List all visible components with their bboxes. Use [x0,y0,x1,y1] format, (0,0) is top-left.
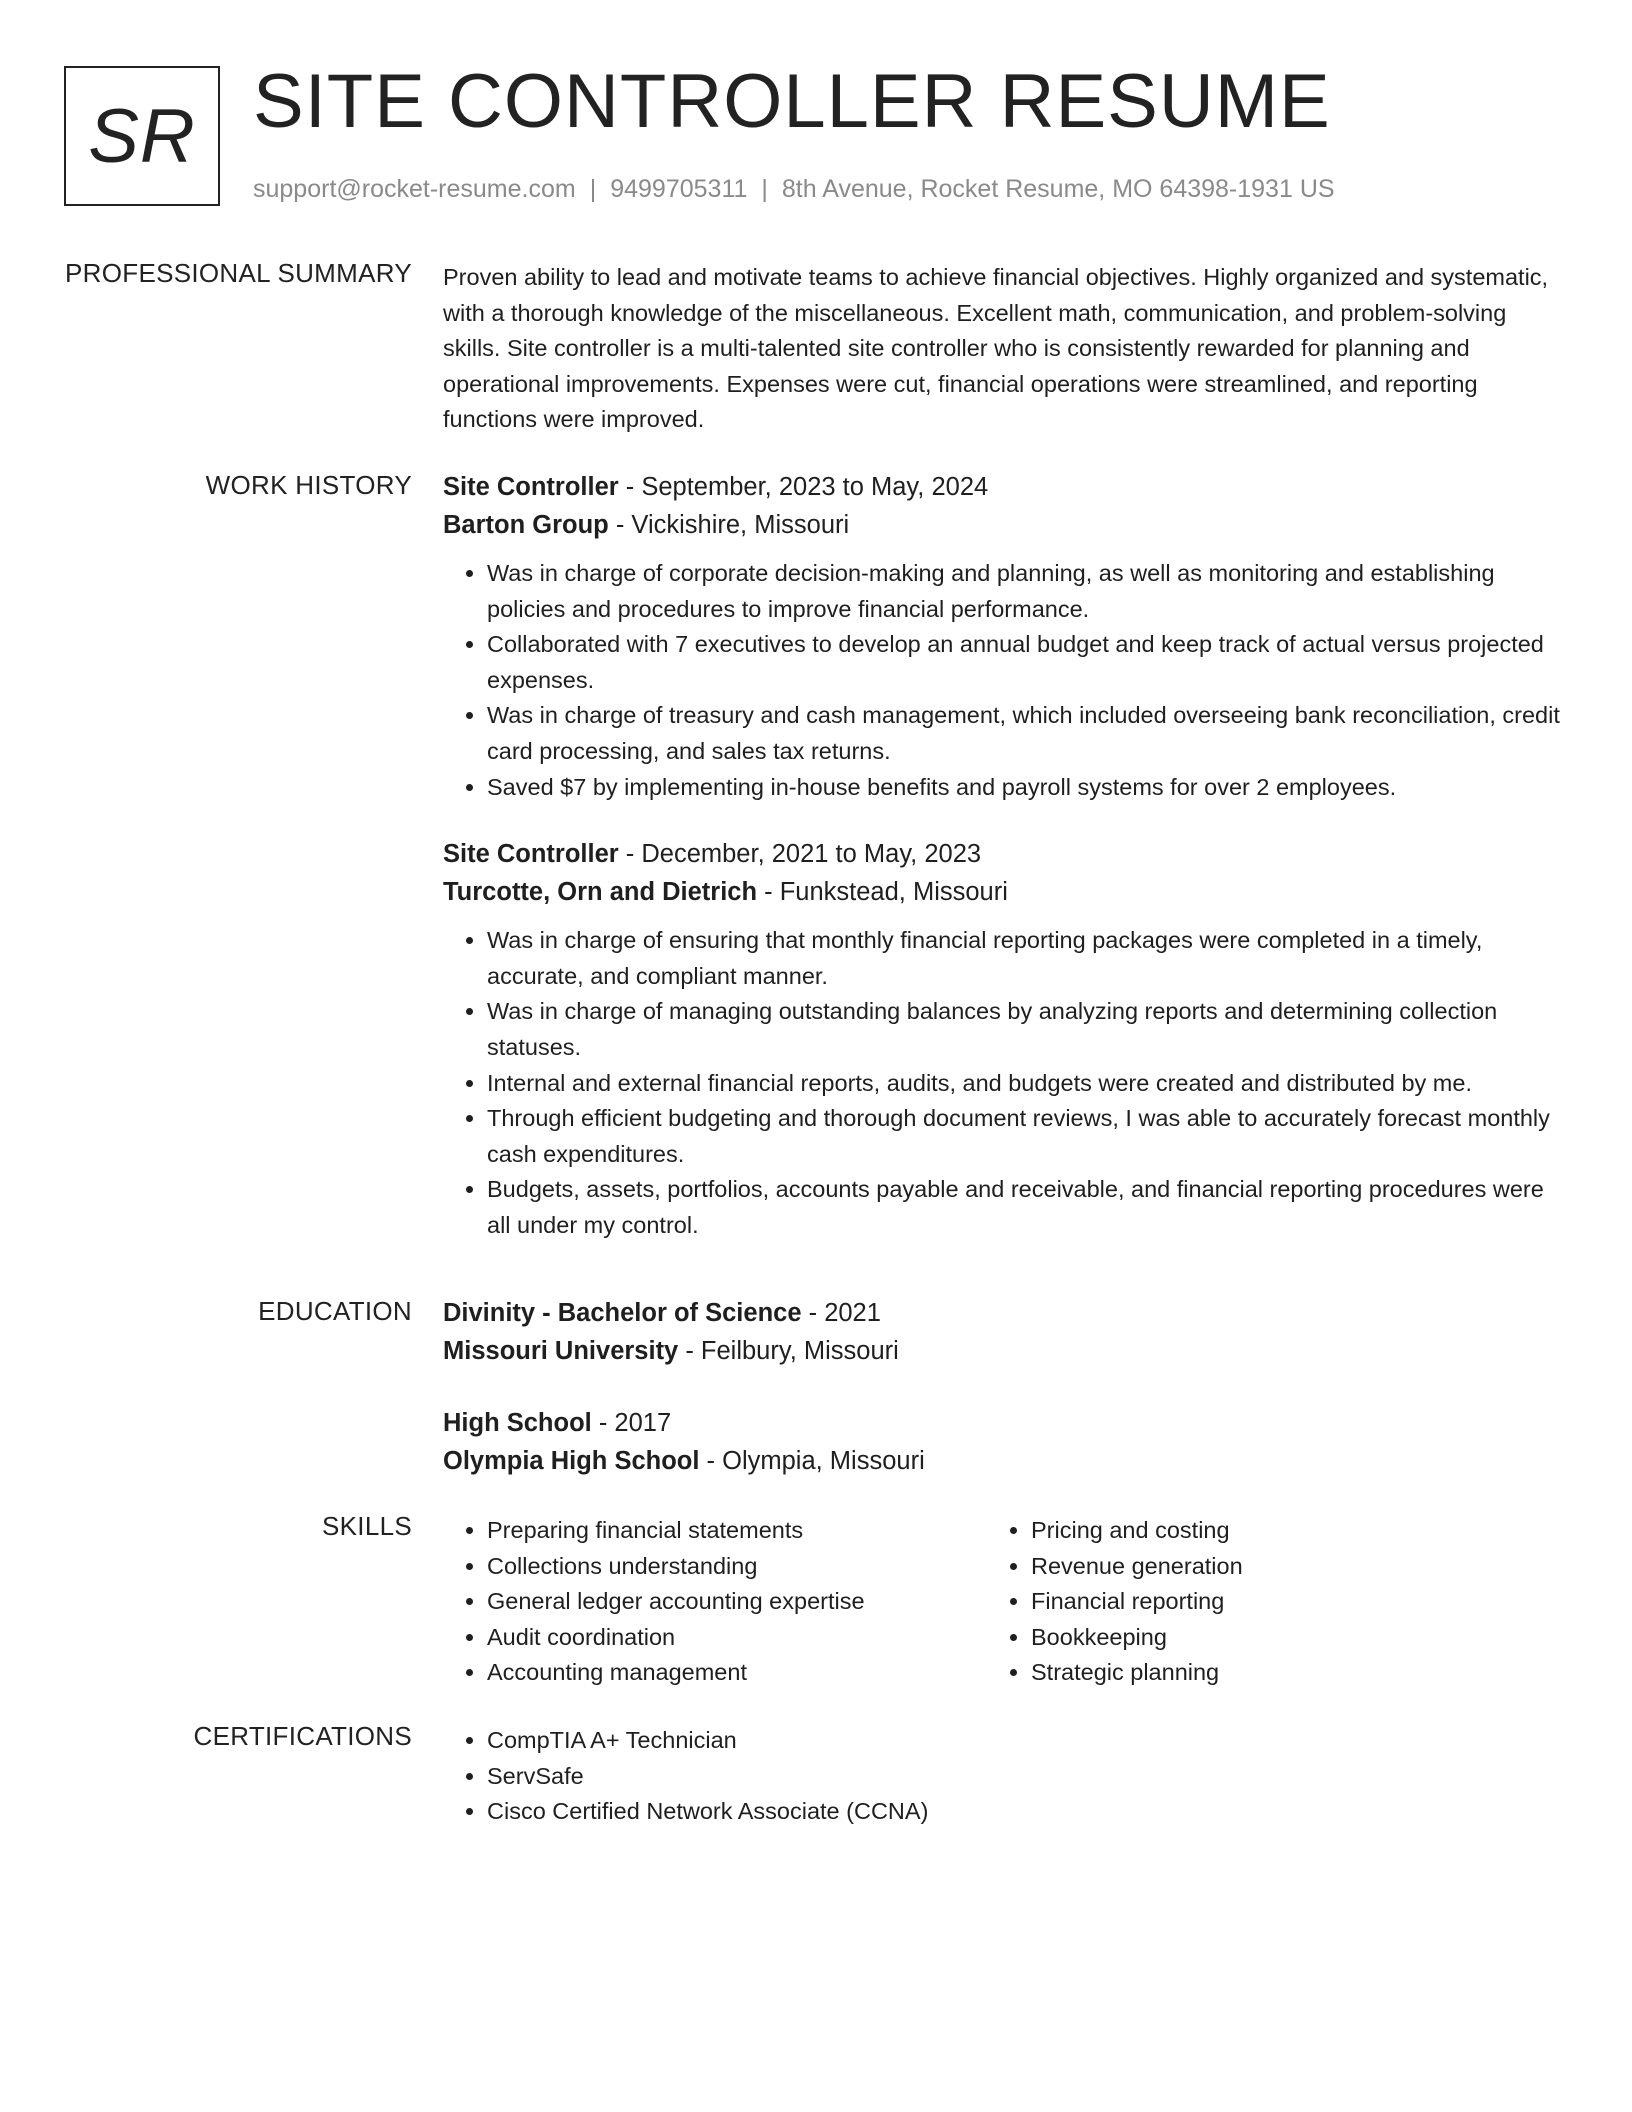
job-dates: - September, 2023 to May, 2024 [618,473,989,501]
contact-line [253,175,1335,204]
school-line [443,1442,1563,1480]
school: Olympia High School [443,1447,700,1475]
list-item: • Audit coordination [487,1620,987,1656]
degree: Divinity - Bachelor of Science [443,1299,802,1327]
job-company: Turcotte, Orn and Dietrich [443,878,758,907]
skills-body [443,1513,1563,1691]
degree-line [443,1294,1563,1332]
certifications-list [443,1723,1563,1830]
list-item: • Collaborated with 7 executives to develop an annual budget and keep track of actual versus projected expenses. [487,627,1563,698]
list-item: • Was in charge of managing outstanding balances by analyzing reports and determining collection statuses. [487,994,1563,1065]
summary-text: Proven ability to lead and motivate teams to achieve financial objectives. Highly organized and systematic, with a thorough knowledge of the miscellaneous. Excellent math, communication, and problem-solving skills. Site controller is a multi-talented site controller who is consistently rewarded for planning and operational improvements. Expenses were cut, financial operations were streamlined, and reporting functions were improved. [443,264,1549,433]
section-label-education: EDUCATION [258,1296,412,1326]
separator: | [761,175,768,203]
school-location: - Feilbury, Missouri [678,1337,899,1365]
list-item: • Saved $7 by implementing in-house benefits and payroll systems for over 2 employees. [487,770,1563,806]
job-company-line [443,873,1563,911]
list-item: • Cisco Certified Network Associate (CCNA) [487,1794,1563,1830]
job-bullets [443,556,1563,805]
list-item: • Preparing financial statements [487,1513,987,1549]
job-dates: - December, 2021 to May, 2023 [618,840,982,869]
job-bullets [443,923,1563,1243]
list-item: • ServSafe [487,1759,1563,1795]
section-label-summary: PROFESSIONAL SUMMARY [65,258,412,288]
list-item: • Was in charge of corporate decision-making and planning, as well as monitoring and establishing policies and procedures to improve financial performance. [487,556,1563,627]
grad-year: - 2017 [591,1409,672,1437]
job-entry [443,468,1563,805]
school-location: - Olympia, Missouri [699,1447,925,1475]
section-label-skills: SKILLS [322,1511,412,1541]
monogram: SR [64,66,220,206]
list-item: • Internal and external financial reports, audits, and budgets were created and distributed by me. [487,1066,1563,1102]
list-item: • Revenue generation [1031,1549,1531,1585]
education-body [443,1294,1563,1480]
list-item: • Accounting management [487,1655,987,1691]
list-item: • Strategic planning [1031,1655,1531,1691]
degree-line [443,1404,1563,1442]
list-item: • Budgets, assets, portfolios, accounts payable and receivable, and financial reporting procedures were all under my control. [487,1172,1563,1243]
job-location: - Vickishire, Missouri [608,511,850,539]
grad-year: - 2021 [801,1299,881,1327]
degree: High School [443,1409,592,1437]
contact-phone[interactable]: 9499705311 [610,175,748,203]
job-entry [443,835,1563,1243]
contact-email[interactable]: support@rocket-resume.com [253,175,576,203]
school-line [443,1332,1563,1370]
school: Missouri University [443,1337,679,1365]
skills-grid [443,1513,1563,1691]
job-company: Barton Group [443,511,609,539]
section-label-work: WORK HISTORY [205,470,412,500]
job-title-line [443,468,1563,506]
skills-column-1 [443,1513,987,1691]
separator: | [589,175,597,203]
skills-column-2 [987,1513,1531,1691]
list-item: • Through efficient budgeting and thorough document reviews, I was able to accurately forecast monthly cash expenditures. [487,1101,1563,1172]
job-title-line [443,835,1563,873]
contact-address: 8th Avenue, Rocket Resume, MO 64398-1931 US [781,175,1335,203]
work-body [443,468,1563,1244]
list-item: • General ledger accounting expertise [487,1584,987,1620]
education-entry [443,1294,1563,1370]
list-item: • Was in charge of treasury and cash management, which included overseeing bank reconciliation, credit card processing, and sales tax returns. [487,698,1563,769]
job-title: Site Controller [443,473,619,501]
list-item: • Financial reporting [1031,1584,1531,1620]
list-item: • Bookkeeping [1031,1620,1531,1656]
list-item: • Was in charge of ensuring that monthly financial reporting packages were completed in a timely, accurate, and compliant manner. [487,923,1563,994]
list-item: • CompTIA A+ Technician [487,1723,1563,1759]
list-item: • Pricing and costing [1031,1513,1531,1549]
job-title: Site Controller [443,840,619,869]
section-label-certifications: CERTIFICATIONS [193,1721,412,1751]
job-company-line [443,506,1563,544]
job-location: - Funkstead, Missouri [757,878,1008,907]
list-item: • Collections understanding [487,1549,987,1585]
resume-title: SITE CONTROLLER RESUME [253,59,1331,144]
certifications-body [443,1723,1563,1830]
education-entry [443,1404,1563,1480]
